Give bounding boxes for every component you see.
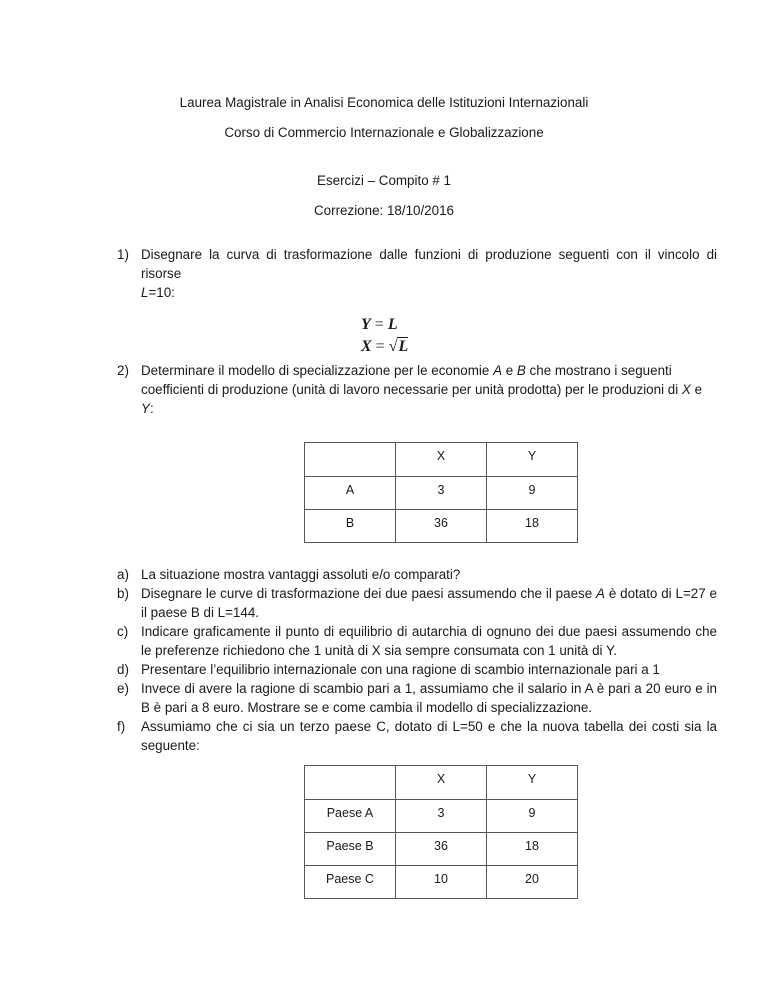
cost-table-2: [304, 765, 578, 899]
table-header-cell: Y: [487, 443, 578, 477]
table-cell: 20: [487, 866, 578, 899]
table-header-cell: X: [396, 766, 487, 800]
table-row: [305, 477, 578, 510]
table-header-cell: [305, 443, 396, 477]
table-header-row: [305, 766, 578, 800]
table-header-cell: X: [396, 443, 487, 477]
table-header-row: [305, 443, 578, 477]
table-cell: 18: [487, 833, 578, 866]
table-cell: Paese C: [305, 866, 396, 899]
table-row: [305, 800, 578, 833]
table-cell: 36: [396, 510, 487, 543]
degree-title: Laurea Magistrale in Analisi Economica delle Istituzioni Internazionali: [179, 95, 589, 110]
table-row: [305, 833, 578, 866]
exercise-2-number: 2): [117, 363, 129, 378]
sqrt-radicand: L: [398, 338, 409, 355]
table-cell: Paese A: [305, 800, 396, 833]
table-header-cell: Y: [487, 766, 578, 800]
table-cell: B: [305, 510, 396, 543]
table-cell: A: [305, 477, 396, 510]
course-title: Corso di Commercio Internazionale e Globalizzazione: [224, 125, 544, 140]
table-row: [305, 866, 578, 899]
table-cell: 36: [396, 833, 487, 866]
table-cell: 18: [487, 510, 578, 543]
exercise-2-text: Determinare il modello di specializzazione per le economie A e B che mostrano i seguenti coefficienti di produzione (unità di lavoro necessarie per unità prodotta) per le produzioni di X e Y:: [141, 363, 703, 416]
exercise-1-number: 1): [117, 247, 129, 262]
table-cell: Paese B: [305, 833, 396, 866]
table-header-cell: [305, 766, 396, 800]
table-cell: 10: [396, 866, 487, 899]
table-cell: 9: [487, 800, 578, 833]
exercise-1-text: Disegnare la curva di trasformazione dalle funzioni di produzione seguenti con il vincolo di risorse L=10:: [141, 247, 717, 300]
assignment-title: Esercizi – Compito # 1: [317, 173, 451, 188]
correction-date: Correzione: 18/10/2016: [314, 203, 454, 218]
cost-table-1: [304, 442, 578, 543]
table-cell: 3: [396, 477, 487, 510]
table-row: [305, 510, 578, 543]
table-cell: 3: [396, 800, 487, 833]
table-cell: 9: [487, 477, 578, 510]
